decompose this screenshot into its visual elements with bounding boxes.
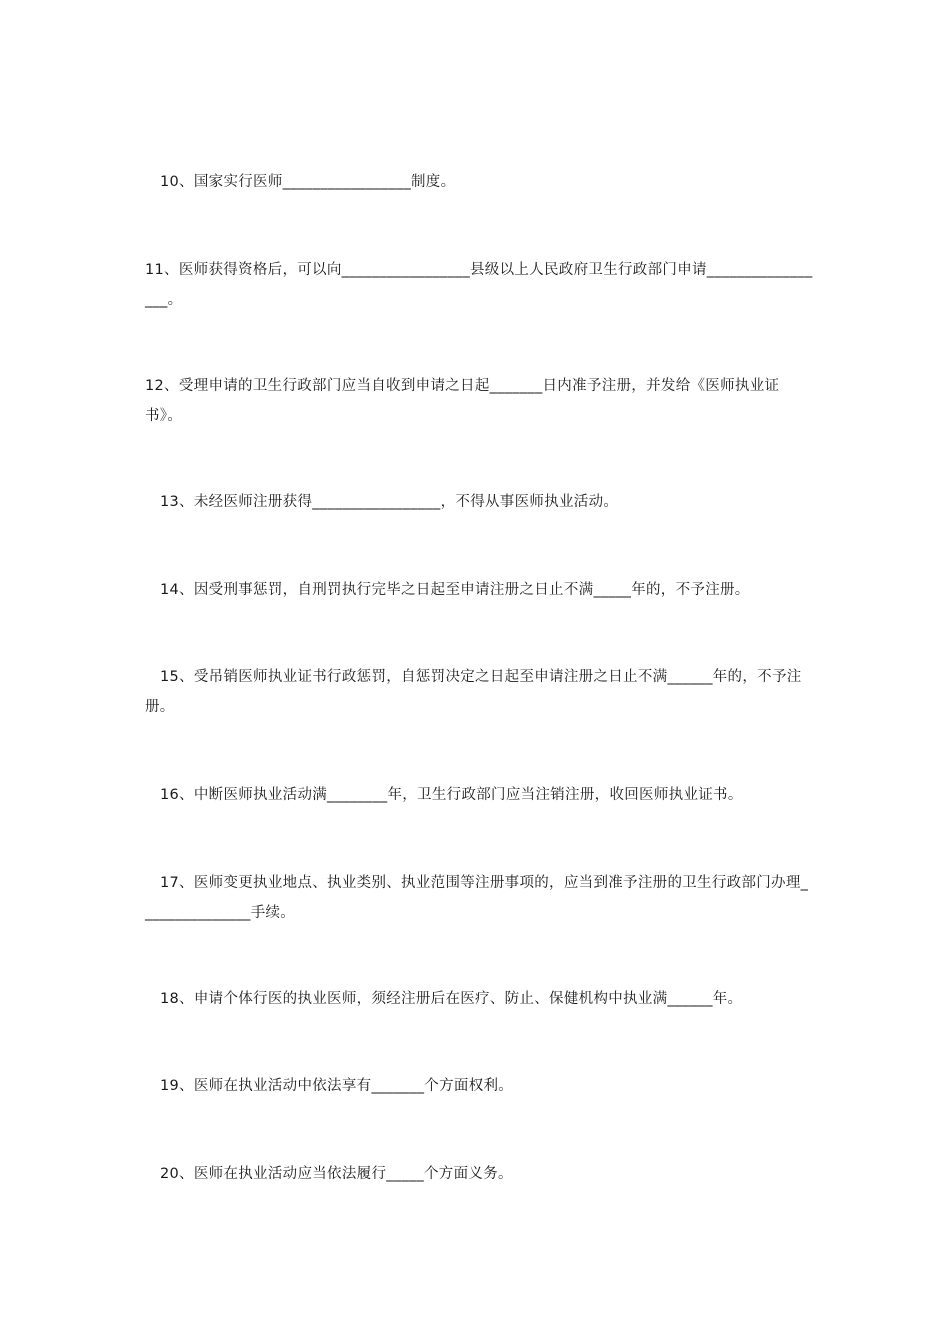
question-number: 10、 (160, 174, 194, 190)
question-text: 医师在执业活动应当依法履行_____个方面义务。 (193, 1166, 513, 1182)
question-text: 医师获得资格后，可以向_________________县级以上人民政府卫生行政部门申请_________________。 (145, 262, 813, 308)
question-number: 16、 (160, 787, 194, 803)
question-text: 受吊销医师执业证书行政惩罚，自惩罚决定之日起至申请注册之日止不满______年的，不予注册。 (145, 669, 802, 715)
question-18 (145, 984, 815, 1014)
question-number: 14、 (160, 582, 194, 598)
question-text: 未经医师注册获得_________________，不得从事医师执业活动。 (193, 494, 619, 510)
question-number: 18、 (160, 991, 194, 1007)
question-text: 申请个体行医的执业医师，须经注册后在医疗、防止、保健机构中执业满______年。 (193, 991, 743, 1007)
question-12 (145, 371, 815, 431)
question-13 (145, 487, 815, 517)
question-text: 因受刑事惩罚，自刑罚执行完毕之日起至申请注册之日止不满_____年的，不予注册。 (193, 582, 750, 598)
question-15 (145, 662, 815, 722)
question-text: 医师在执业活动中依法享有_______个方面权利。 (193, 1078, 514, 1094)
question-number: 15、 (160, 669, 194, 685)
question-number: 20、 (160, 1166, 194, 1182)
question-number: 12、 (145, 378, 179, 394)
question-number: 17、 (160, 875, 194, 891)
question-text: 医师变更执业地点、执业类别、执业范围等注册事项的，应当到准予注册的卫生行政部门办理_______________手续。 (145, 875, 809, 921)
question-20 (145, 1159, 815, 1189)
question-14 (145, 575, 815, 605)
question-10 (145, 167, 815, 197)
question-number: 11、 (145, 262, 179, 278)
question-number: 13、 (160, 494, 194, 510)
question-16 (145, 780, 815, 810)
question-11 (145, 255, 815, 315)
question-number: 19、 (160, 1078, 194, 1094)
question-17 (145, 868, 815, 928)
question-text: 国家实行医师_________________制度。 (193, 174, 456, 190)
question-text: 受理申请的卫生行政部门应当自收到申请之日起_______日内准予注册，并发给《医师执业证书》。 (145, 378, 780, 424)
question-19 (145, 1071, 815, 1101)
question-text: 中断医师执业活动满________年，卫生行政部门应当注销注册，收回医师执业证书。 (193, 787, 743, 803)
